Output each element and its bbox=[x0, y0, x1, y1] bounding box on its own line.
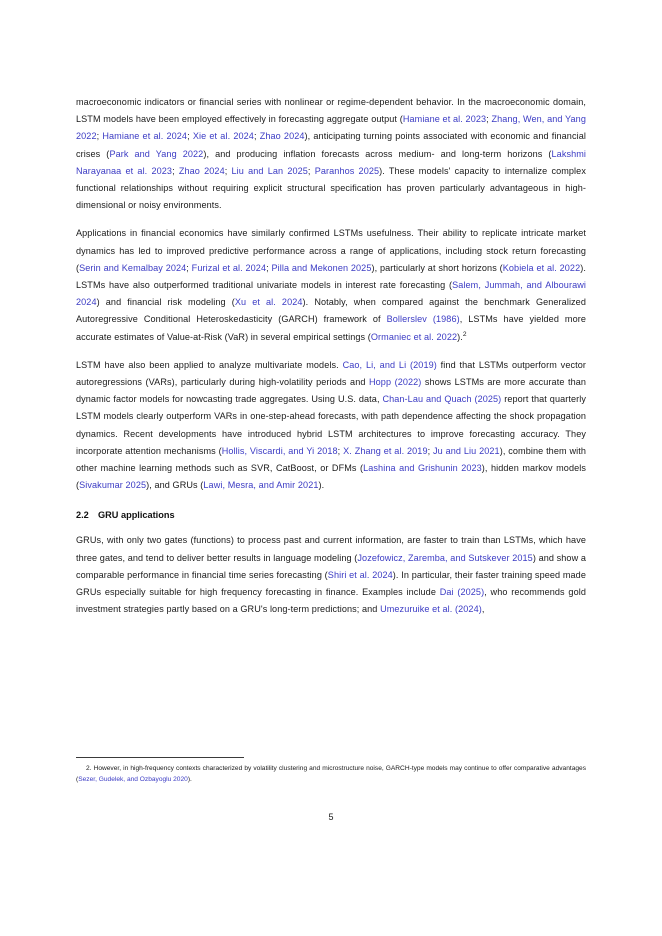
citation-link[interactable]: Sezer, Gudelek, and Ozbayoglu 2020 bbox=[78, 776, 188, 784]
citation-link[interactable]: Zhao 2024 bbox=[259, 131, 305, 142]
section-title: GRU applications bbox=[98, 510, 175, 521]
citation-link[interactable]: Lawi, Mesra, and Amir 2021 bbox=[203, 480, 319, 491]
citation-link[interactable]: Xie et al. 2024 bbox=[192, 131, 254, 142]
citation-link[interactable]: Serin and Kemalbay 2024 bbox=[79, 262, 187, 273]
footnote-number: 2. bbox=[86, 765, 94, 772]
para-lstm-macro: macroeconomic indicators or financial series with nonlinear or regime-dependent behavior. In the macroeconomic domain, LSTM models have been employed effectively in forecasting aggregate output (Hamiane et al. 2023; Zhang, Wen, and Yang 2022; Hamiane et al. 2024; Xie et al. 2024; Zhao 2024), anticipating turning points associated with economic and financial crises (Park and Yang 2022), and producing inflation forecasts across medium- and long-term horizons (Lakshmi Narayanaa et al. 2023; Zhao 2024; Liu and Lan 2025; Paranhos 2025). These models' capacity to internalize complex functional relationships without requiring explicit structural specification has proven particularly advantageous in high-dimensional or noisy environments. bbox=[76, 97, 587, 211]
citation-link[interactable]: Salem, Jummah, and Albourawi 2024 bbox=[76, 280, 586, 308]
section-number: 2.2 bbox=[76, 510, 89, 521]
citation-link[interactable]: Xu et al. 2024 bbox=[234, 297, 303, 308]
body-paragraph-list bbox=[76, 94, 586, 494]
footnote-separator-rule bbox=[76, 757, 244, 758]
citation-link[interactable]: Pilla and Mekonen 2025 bbox=[271, 262, 372, 273]
citation-link[interactable]: Cao, Li, and Li (2019) bbox=[342, 359, 437, 370]
citation-link[interactable]: Liu and Lan 2025 bbox=[231, 165, 308, 176]
citation-link[interactable]: Ormaniec et al. 2022 bbox=[370, 331, 458, 342]
page-body-content bbox=[76, 94, 586, 629]
citation-link[interactable]: Zhao 2024 bbox=[178, 165, 225, 176]
citation-link[interactable]: Shiri et al. 2024 bbox=[327, 569, 393, 580]
body-paragraph-list-after-section bbox=[76, 532, 586, 618]
citation-link[interactable]: Hamiane et al. 2024 bbox=[102, 131, 188, 142]
para-gru: GRUs, with only two gates (functions) to process past and current information, are faster to train than LSTMs, which have three gates, and tend to deliver better results in language modeling (Jozefowicz, Zaremba, and Sutskever 2015) and show a comparable performance in financial time series forecasting (Shiri et al. 2024). In particular, their faster training speed made GRUs especially suitable for high frequency forecasting in finance. Examples include Dai (2025), who recommends gold investment strategies partly based on a GRU's long-term predictions; and Umezuruike et al. (2024), bbox=[76, 535, 586, 615]
citation-link[interactable]: Hamiane et al. 2023 bbox=[402, 114, 487, 125]
citation-link[interactable]: Lashina and Grishunin 2023 bbox=[363, 463, 482, 474]
section-heading bbox=[76, 508, 586, 522]
citation-link[interactable]: Dai (2025) bbox=[439, 587, 485, 598]
citation-link[interactable]: Paranhos 2025 bbox=[314, 165, 380, 176]
citation-link[interactable]: X. Zhang et al. 2019 bbox=[343, 445, 428, 456]
citation-link[interactable]: Zhang, Wen, and Yang 2022 bbox=[76, 114, 586, 142]
citation-link[interactable]: Ju and Liu 2021 bbox=[433, 445, 500, 456]
citation-link[interactable]: Jozefowicz, Zaremba, and Sutskever 2015 bbox=[357, 552, 533, 563]
footnote-text: 2. However, in high-frequency contexts characterized by volatility clustering and microstructure noise, GARCH-type models may continue to offer comparative advantages (Sezer, Gudelek, and Ozbayoglu 2020). bbox=[76, 765, 586, 784]
citation-link[interactable]: Sivakumar 2025 bbox=[79, 480, 147, 491]
citation-link[interactable]: Chan-Lau and Quach (2025) bbox=[382, 394, 502, 405]
para-financial-economics: Applications in financial economics have similarly confirmed LSTMs usefulness. Their ability to replicate intricate market dynamics has led to improved predictive performance across a range of applications, including stock return forecasting (Serin and Kemalbay 2024; Furizal et al. 2024; Pilla and Mekonen 2025), particularly at short horizons (Kobiela et al. 2022). LSTMs have also outperformed traditional univariate models in interest rate forecasting (Salem, Jummah, and Albourawi 2024) and financial risk modeling (Xu et al. 2024). Notably, when compared against the benchmark Generalized Autoregressive Conditional Heteroskedasticity (GARCH) framework of Bollerslev (1986), LSTMs have yielded more accurate estimates of Value-at-Risk (VaR) in several empirical settings (Ormaniec et al. 2022).$^2$ bbox=[76, 228, 586, 342]
citation-link[interactable]: Lakshmi Narayanaa et al. 2023 bbox=[76, 148, 587, 176]
citation-link[interactable]: Hollis, Viscardi, and Yi 2018 bbox=[221, 445, 338, 456]
footnote-area bbox=[76, 757, 586, 786]
footnote-marker[interactable]: 2 bbox=[462, 330, 467, 338]
citation-link[interactable]: Bollerslev (1986) bbox=[386, 314, 460, 325]
citation-link[interactable]: Umezuruike et al. (2024) bbox=[380, 604, 482, 615]
citation-link[interactable]: Kobiela et al. 2022 bbox=[502, 262, 581, 273]
citation-link[interactable]: Furizal et al. 2024 bbox=[191, 262, 267, 273]
citation-link[interactable]: Hopp (2022) bbox=[369, 377, 422, 388]
citation-link[interactable]: Park and Yang 2022 bbox=[109, 148, 204, 159]
para-multivariate: LSTM have also been applied to analyze multivariate models. Cao, Li, and Li (2019) find that LSTMs outperform vector autoregressions (VARs), particularly during high-volatility periods and Hopp (2022) shows LSTMs are more accurate than dynamic factor models for nowcasting trade aggregates. Using U.S. data, Chan-Lau and Quach (2025) report that quarterly LSTM models clearly outperform VARs in one-step-ahead forecasts, with path dependence affecting the shock propagation dynamics. Recent developments have introduced hybrid LSTM architectures to improve forecasting accuracy. They incorporate attention mechanisms (Hollis, Viscardi, and Yi 2018; X. Zhang et al. 2019; Ju and Liu 2021), combine them with other machine learning methods such as SVR, CatBoost, or DFMs (Lashina and Grishunin 2023), hidden markov models (Sivakumar 2025), and GRUs (Lawi, Mesra, and Amir 2021). bbox=[76, 359, 587, 491]
page-number: 5 bbox=[328, 812, 334, 822]
